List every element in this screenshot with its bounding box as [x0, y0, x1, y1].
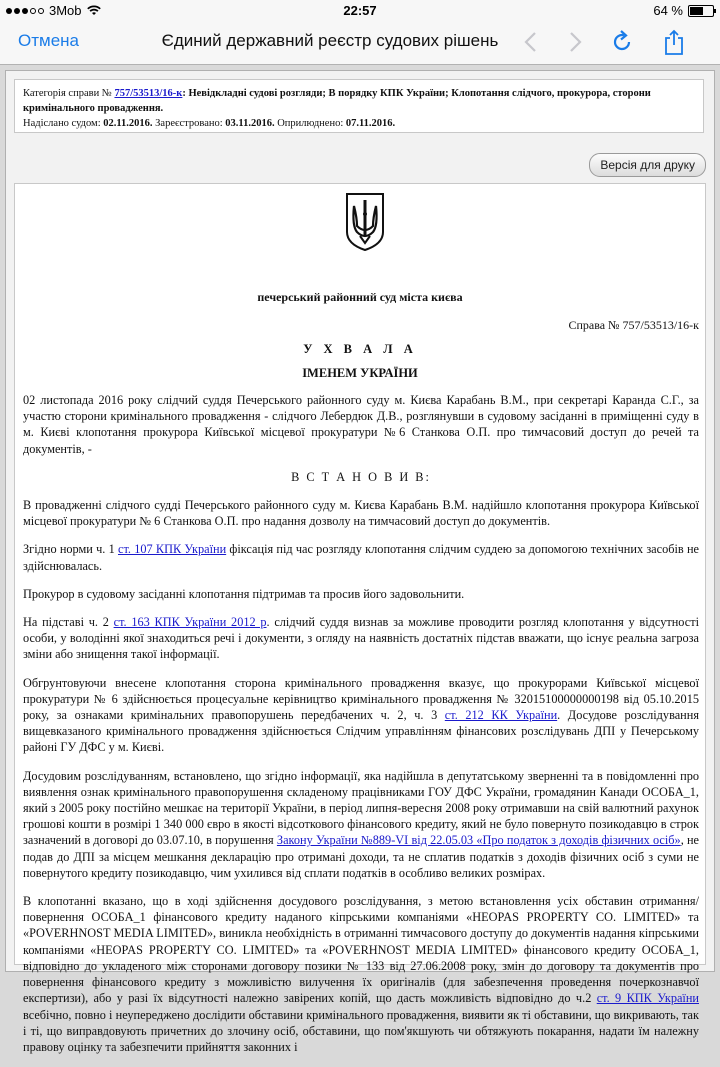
paragraph: На підставі ч. 2 ст. 163 КПК України 2012 р. слідчий суддя визнав за можливе проводити розгляд клопотання у відсутності особи, у володінні якої знаходиться речі і документи, з огляду на наявність достатніх підстав вважати, що існує реальна загроза зміни або знищення такої інформації. — [23, 615, 700, 662]
law-link[interactable]: ст. 9 КПК України — [596, 991, 700, 1006]
document-heading: У Х В А Л А — [303, 342, 417, 356]
reload-icon[interactable] — [608, 28, 636, 56]
status-right — [653, 3, 714, 18]
page-title: Єдиний державний реєстр судових рішень — [161, 31, 499, 50]
cancel-button[interactable]: Отмена — [18, 31, 79, 50]
status-bar — [0, 0, 720, 20]
web-content — [0, 65, 720, 1054]
case-metadata — [14, 79, 704, 133]
paragraph: В клопотанні вказано, що в ході здійснення досудового розслідування, з метою встановлення усіх обставин отримання/повернення ОСОБА_1 фінансового кредиту наданого кіпрськими компаніями «HEOPAS PROPERTY CO. LIMITED» та «POVERHNOST MEDIA LIMITED», виникла необхідність в отриманні тимчасового доступу до документів надання кіпрськими компаніями «HEOPAS PROPERTY CO. LIMITED» та «POVERHNOST MEDIA LIMITED» фінансового кредиту ОСОБА_1, відповідно до укладеного між сторонами договору позики № 133 від 27.06.2008 року, змін до договору та документів про повернення фінансового кредиту з можливістю вилучення їх оригіналів (для забезпечення проведення почеркознавчої експертизи), або у разі їх відсутності належно завірених копій, що дасть можливість відповідно до ч.2 ст. 9 КПК України всебічно, повно і неупереджено дослідити обставини кримінального провадження, виявити як ті обставини, що викривають, так і ті, що виправдовують причетних до злочину осіб, обставини, що пом'якшують чи обтяжують покарання, надати їм належну правову оцінку та забезпечити прийняття законних і — [23, 894, 700, 1054]
paragraph: Згідно норми ч. 1 ст. 107 КПК України фіксація під час розгляду клопотання слідчим суддею за допомогою технічних засобів не здійснювалась. — [23, 542, 699, 573]
law-link[interactable]: ст. 163 КПК України 2012 р — [113, 615, 267, 630]
section-heading: В С Т А Н О В И В: — [291, 469, 431, 484]
battery-icon — [688, 5, 714, 17]
forward-arrow-icon[interactable] — [560, 28, 588, 56]
battery-percent: 64 % — [653, 3, 683, 18]
carrier-name: 3Mob — [49, 3, 82, 18]
law-link[interactable]: ст. 212 КК України — [444, 708, 558, 723]
paragraph: Прокурор в судовому засіданні клопотання підтримав та просив його задовольнити. — [23, 586, 465, 601]
share-icon[interactable] — [660, 28, 688, 56]
paragraph: Досудовим розслідуванням, встановлено, що згідно інформації, яка надійшла в депутатському зверненні та в повідомленні про виявлення ознак кримінального правопорушення складеному працівниками ГОУ ДФС України, громадянин Канади ОСОБА_1, який з 2005 року постійно мешкає на території України, в період липня-вересня 2008 року отримавши на свій валютний рахунок грошові кошти в розмірі 1 340 000 євро в якості відсоткового фінансового кредиту, який не було повернуто позикодавцю в строк зазначений в договорі до 03.07.10, в порушення Закону України №889-VI від 22.05.03 «Про податок з доходів фізичних осіб», не подав до ДПІ за місцем мешкання декларацію про отримані доходи, та не сплатив податків з доходів фізичних осіб з суми не повернутого кредиту позикодавцю, чим ухилився від сплати податків в особливо великих розмірах. — [23, 768, 700, 880]
document-body — [23, 392, 699, 1067]
document-frame — [5, 70, 715, 1054]
navigation-bar — [0, 20, 720, 65]
law-link[interactable]: Закону України №889-VI від 22.05.03 «Про податок з доходів фізичних осіб» — [276, 833, 681, 848]
paragraph: 02 листопада 2016 року слідчий суддя Печерського районного суду м. Києва Карабань В.М., при секретарі Каранда С.Г., за участю сторони кримінального провадження - слідчого Лебердюк Д.В., розглянувши в судовому засіданні в приміщенні суду в м. Києві клопотання прокурора Київської місцевої прокуратури №6 Станкова О.П. про тимчасовий доступ до речей та документів, - — [23, 393, 699, 456]
case-category: Категорія справи № 757/53513/16-к: Невідкладні судові розгляди; В порядку КПК України; Клопотання слідчого, прокурора, сторони кримінального провадження. — [23, 88, 651, 114]
paragraph: Обгрунтовуючи внесене клопотання сторона кримінального провадження вказує, що прокурорами Київської місцевої прокуратури № 6 здійснюється процесуальне керівництво кримінального провадження № 32015100000000198 від 05.10.2015 року, за ознаками кримінальних правопорушень передбачених ч. 2, ч. 3 ст. 212 КК України. Досудове розслідування вищевказаного кримінального провадження здійснюється Слідчим управлінням фінансових розслідувань ДПІ у Печерському районі ГУ ДФС у м. Києві. — [23, 675, 699, 755]
print-version-button[interactable]: Версія для друку — [589, 153, 706, 177]
back-arrow-icon[interactable] — [518, 28, 546, 56]
paragraph: В провадженні слідчого судді Печерського районного суду м. Києва Карабань В.М. надійшло клопотання прокурора Київської місцевої прокуратури № 6 Станкова О.П. про надання дозволу на тимчасовий доступ до документів. — [23, 498, 699, 529]
law-link[interactable]: ст. 107 КПК України — [117, 542, 227, 557]
court-name: печерський районний суд міста києва — [257, 290, 463, 304]
case-number: Справа № 757/53513/16-к — [568, 318, 699, 332]
document-subheading: ІМЕНЕМ УКРАЇНИ — [302, 366, 418, 380]
clock: 22:57 — [343, 3, 377, 18]
decision-document — [14, 183, 706, 1054]
case-number-link[interactable]: 757/53513/16-к — [114, 88, 183, 99]
case-dates: Надіслано судом: 02.11.2016. Зареєстровано: 03.11.2016. Оприлюднено: 07.11.2016. — [23, 118, 396, 129]
trident-emblem-icon — [343, 192, 387, 252]
